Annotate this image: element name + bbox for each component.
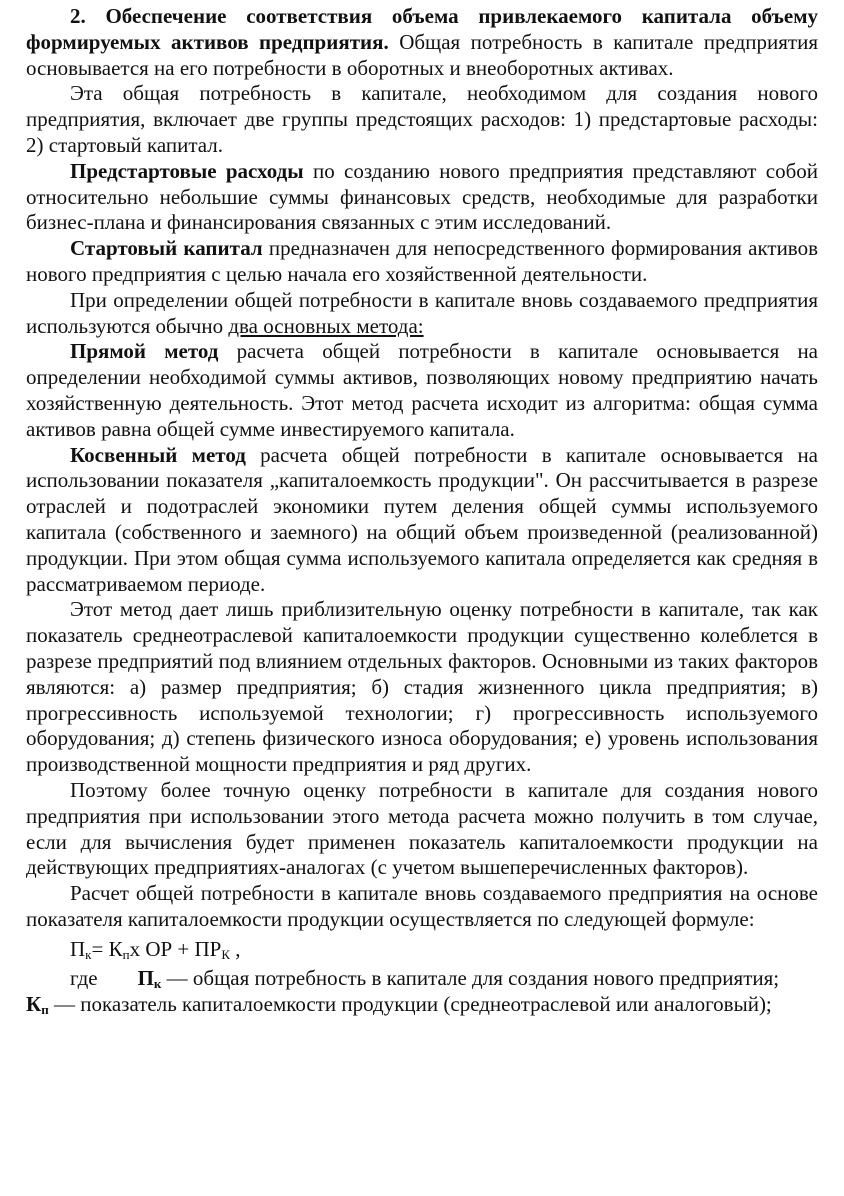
- paragraph-text: Этот метод дает лишь приблизительную оценку потребности в капитале, так как показатель среднеотраслевой капиталоемкости продукции существенно колеблется в разрезе предприятий под влиянием отдельных факторов. Основными из таких факторов являются: а) размер предприятия; б) стадия жизненного цикла предприятия; в) прогрессивность используемой технологии; г) прогрессивность используемого оборудования; д) степень физического износа оборудования; е) уровень использования производственной мощности предприятия и ряд других.: [26, 597, 818, 777]
- section-title: 2. Обеспечение соответствия объема привлекаемого капитала объему формируемых активов предприятия.: [26, 4, 818, 54]
- paragraph-text: Поэтому более точную оценку потребности в капитале для создания нового предприятия при использовании этого метода расчета можно получить в том случае, если для вычисления будет применен показатель капиталоемкости продукции на действующих предприятиях-аналогах (с учетом вышеперечисленных факторов).: [26, 777, 818, 880]
- paragraph-formula-intro: [26, 881, 818, 933]
- paragraph-accurate-estimate: [26, 778, 818, 881]
- formula-kp-subscript: п: [122, 946, 130, 962]
- term-prestart-costs: Предстартовые расходы: [70, 158, 304, 183]
- paragraph-text: Расчет общей потребности в капитале вновь создаваемого предприятия на основе показателя капиталоемкости продукции осуществляется по следующей формуле:: [26, 881, 818, 931]
- formula-pk-subscript: к: [85, 946, 92, 962]
- paragraph-text: предназначен для непосредственного формирования активов нового предприятия с целью начала его хозяйственной деятельности.: [26, 236, 818, 286]
- paragraph-methods-intro: [26, 288, 818, 340]
- definition-pk: [26, 966, 818, 992]
- underlined-two-methods: два основных метода:: [228, 313, 424, 338]
- paragraph-total-need: [26, 81, 818, 158]
- section-intro: Общая потребность в капитале предприятия основывается на его потребности в оборотных и внеоборотных активах.: [26, 29, 818, 80]
- definition-pk-term: П: [137, 966, 154, 991]
- formula-eq: = К: [91, 936, 123, 961]
- definition-kp-term: К: [26, 992, 42, 1017]
- definition-kp-text: — показатель капиталоемкости продукции (среднеотраслевой или аналоговый);: [48, 992, 772, 1017]
- paragraph-start-capital: [26, 236, 818, 288]
- paragraph-text: При определении общей потребности в капитале вновь создаваемого предприятия используются обычно: [26, 287, 818, 338]
- term-direct-method: Прямой метод: [70, 339, 219, 364]
- paragraph-text: по созданию нового предприятия представляют собой относительно небольшие суммы финансовых средств, необходимые для разработки бизнес-плана и финансирования связанных с этим исследований.: [26, 158, 819, 235]
- paragraph-direct-method: [26, 339, 818, 442]
- paragraph-text: Эта общая потребность в капитале, необходимом для создания нового предприятия, включает две группы предстоящих расходов: 1) предстартовые расходы: 2) стартовый капитал.: [26, 81, 818, 157]
- formula-mid: х ОР + ПР: [129, 936, 222, 961]
- formula-pk: П: [70, 936, 86, 961]
- term-start-capital: Стартовый капитал: [70, 236, 263, 261]
- paragraph-indirect-method: [26, 443, 818, 598]
- term-indirect-method: Косвенный метод: [70, 442, 246, 467]
- definition-kp-subscript: п: [41, 1002, 49, 1018]
- formula-end: ,: [230, 936, 241, 961]
- paragraph-prestart-costs: [26, 159, 818, 236]
- definition-pk-subscript: к: [153, 976, 162, 992]
- where-label: где: [70, 966, 98, 991]
- paragraph-text: расчета общей потребности в капитале основывается на использовании показателя „капиталоемкость продукции". Он рассчитывается в разрезе отраслей и подотраслей экономики путем деления общей суммы используемого капитала (собственного и заемного) на общий объем произведенной (реализованной) продукции. При этом общая сумма используемого капитала определяется как средняя в рассматриваемом периоде.: [26, 442, 818, 596]
- paragraph-text: расчета общей потребности в капитале основывается на определении необходимой суммы активов, позволяющих новому предприятию начать хозяйственную деятельность. Этот метод расчета исходит из алгоритма: общая сумма активов равна общей сумме инвестируемого капитала.: [26, 339, 818, 441]
- formula-prk-subscript: К: [221, 946, 231, 962]
- formula: [26, 937, 818, 963]
- definition-pk-text: — общая потребность в капитале для создания нового предприятия;: [161, 966, 780, 991]
- definition-kp: [26, 992, 818, 1018]
- section-heading-paragraph: [26, 4, 818, 81]
- paragraph-approximate-estimate: [26, 597, 818, 778]
